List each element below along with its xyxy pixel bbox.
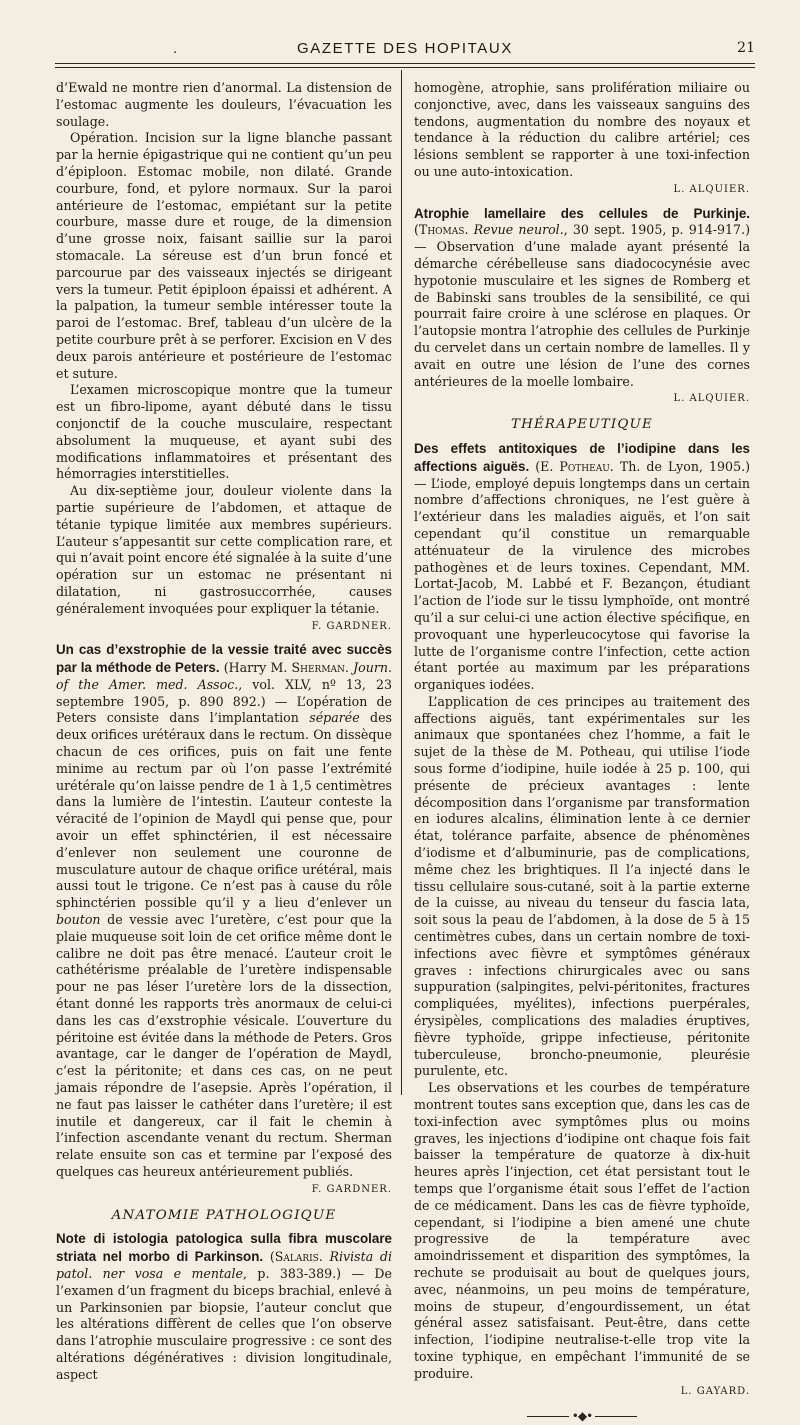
journal-name: Journ. of the Amer. med. Assoc. [56, 660, 392, 692]
article-title: Note di istologia patologica sulla fibra muscolare striata nel morbo di Parkinson. [56, 1231, 392, 1265]
article-parkinson [56, 1230, 392, 1383]
article-title: Un cas d’exstrophie de la vessie traité avec succès par la méthode de Peters. [56, 642, 392, 676]
left-column [56, 80, 392, 1384]
journal-name: Revue neurol. [473, 222, 564, 238]
journal-name: Rivista di patol. ner vosa e mentale [56, 1249, 392, 1281]
author-name: Thomas [418, 222, 465, 238]
article-reference: ( [414, 222, 419, 238]
header-dot: . [173, 42, 178, 57]
paragraph: Les observations et les courbes de température montrent toutes sans exception que, dans les cas de toxi-infection avec symptômes plus ou moins graves, les injections d’iodipine ont chaque fois fait baisser la température de quatorze à dix-huit heures après l’injection, cet état persistant tout le temps que l’organisme était sous l’effet de l’action de ce médicament. Dans les cas de fièvre typhoïde, cependant, si l’iodipine a bien amené une chute progressive de la température avec amoindrissement et disparition des symptômes, la rechute se produisait au bout de quelques jours, avec, néanmoins, un peu moins de température, moins de stupeur, d’engourdissement, un état général assez satisfaisant. Peut-être, dans cette infection, l’iodipine neutralise-t-elle trop vite la toxine typhique, en empêchant l’immunité de se produire. [414, 1080, 750, 1381]
article-signature: F. GARDNER. [311, 1183, 392, 1195]
ornament-line-right [595, 1416, 637, 1417]
journal-title: GAZETTE DES HOPITAUX [297, 40, 513, 57]
article-text: , vol. XLV, nº 13, 23 septembre 1905, p. 890 892.) — L’opération de Peters consiste dans l’implantation [56, 676, 392, 726]
article-title: Atrophie lamellaire des cellules de Purkinje. [414, 205, 750, 221]
article-reference: (E. [529, 458, 560, 474]
article-text: . Th. de Lyon, 1905.) — L’iode, employé depuis longtemps dans un certain nombre d’affections chroniques, ne l’est guère à l’extérieur dans les maladies aiguës, et l’on sait cependant qu’il constitue un remarquable atténuateur de la virulence des microbes pathogènes et de leurs toxines. Cependant, MM. Lortat-Jacob, M. Labbé et F. Bezançon, étudiant l’action de l’iode sur le tissu lymphoïde, ont montré qu’il a sur celui-ci une action élective spécifique, en provoquant une hyperleucocytose qui favorise la lutte de l’organisme contre l’infection, cette action étant portée au maximum par les préparations organiques iodées. [414, 458, 750, 693]
article-iodipine [414, 440, 750, 694]
article-text: , 30 sept. 1905, p. 914-917.) — Observation d’une malade ayant présenté la démarche cérébelleuse sans diadococynésie avec hypotonie musculaire et les signes de Romberg et de Babinski sans troubles de la sensibilité, ce qui pourrait faire croire à une sclérose en plaques. Or l’autopsie montra l’atrophie des cellules de Purkinje du cervelet dans un certain nombre de lamelles. Il y avait en outre une lésion de l’une des cornes antérieures de la moelle lombaire. [414, 222, 750, 389]
header-rule-top [55, 63, 755, 64]
paragraph: d’Ewald ne montre rien d’anormal. La distension de l’estomac augmente les douleurs, l’évacuation les soulage. [56, 80, 392, 129]
article-text: , p. 383-389.) — De l’examen d’un fragment du biceps brachial, enlevé à un Parkinsonien par biopsie, l’auteur conclut que les altérations diffèrent de celles que l’on observe dans l’atrophie musculaire progressive : ce sont des altérations dégénératives : division longitudinale, aspect [56, 1265, 392, 1382]
article-reference: (Harry M. [223, 660, 292, 676]
end-ornament [414, 1408, 750, 1425]
paragraph: Au dix-septième jour, douleur violente dans la partie supérieure de l’abdomen, et attaque de tétanie typique limitée aux membres supérieurs. L’auteur s’appesantit sur cette complication rare, et qui n’avait point encore été signalée à la suite d’une opération sur un estomac ne présentant ni dilatation, ni gastrosuccorrhée, causes généralement invoquées pour expliquer la tétanie. [56, 483, 392, 616]
article-signature: F. GARDNER. [311, 620, 392, 632]
article-purkinje [414, 205, 750, 391]
emphasis-text: séparée [309, 710, 360, 726]
author-name: Sherman [291, 660, 345, 676]
section-heading: THÉRAPEUTIQUE [510, 417, 654, 433]
article-reference: . [464, 222, 474, 238]
article-reference: . [318, 1249, 330, 1265]
article-title: Des effets antitoxiques de l’iodipine dans les affections aiguës. [414, 440, 750, 474]
article-signature: L. ALQUIER. [673, 393, 750, 405]
paragraph: homogène, atrophie, sans prolifération miliaire ou conjonctive, avec, dans les vaisseaux sanguins des tendons, augmentation du nombre des noyaux et tendance à la réduction du calibre artériel; ces lésions semblent se rapporter à une toxi-infection ou une auto-intoxication. [414, 80, 750, 179]
paragraph: L’application de ces principes au traitement des affections aiguës, tant expérimentales sur les animaux que spontanées chez l’homme, a fait le sujet de la thèse de M. Potheau, qui utilise l’iode sous forme d’iodipine, huile iodée à 25 p. 100, qui présente de précieux avantages : lente décomposition dans l’organisme par transformation en iodures alcalins, élimination lente à ce dernier état, tolérance parfaite, absence de phénomènes d’iodisme et d’albuminurie, pas de complications, même chez les brightiques. Il l’a injecté dans le tissu cellulaire sous-cutané, soit à la partie externe de la cuisse, au niveau du tenseur du fascia lata, soit sous la peau de l’abdomen, à la dose de 5 à 15 centimètres cubes, dans un certain nombre de toxi-infections avec fièvre et symptômes généraux graves : infections chirurgicales avec ou sans suppuration (salpingites, pelvi-péritonites, fractures compliquées, myélites), infections puerpérales, érysipèles, complications des maladies éruptives, fièvre typhoïde, grippe infectieuse, péritonite tuberculeuse, broncho-pneumonie, pleurésie purulente, etc. [414, 693, 750, 1079]
article-reference: ( [263, 1249, 275, 1265]
paragraph: L’examen microscopique montre que la tumeur est un fibro-lipome, ayant débuté dans le tissu conjonctif de la couche musculaire, respectant absolument la muqueuse, et ayant subi des modifications inflammatoires et présentant des hémorragies interstitielles. [56, 382, 392, 482]
page-number: 21 [737, 40, 755, 56]
right-column [414, 80, 750, 1425]
author-name: Salaris [274, 1249, 319, 1265]
article-reference: . [344, 660, 354, 676]
header-rule-bottom [55, 67, 755, 68]
section-heading: ANATOMIE PATHOLOGIQUE [111, 1207, 337, 1223]
article-exstrophie [56, 641, 392, 1181]
article-signature: L. ALQUIER. [673, 183, 750, 195]
column-divider [401, 70, 402, 1095]
ornament-glyph: •◆• [571, 1409, 593, 1424]
paragraph: Opération. Incision sur la ligne blanche passant par la hernie épigastrique qui ne contient qu’un peu d’épiploon. Estomac mobile, non dilaté. Grande courbure, fond, et pylore normaux. Sur la paroi antérieure de l’estomac, empiétant sur la petite courbure, masse dure et rouge, de la dimension d’une grosse noix, faisant saillie sur la paroi stomacale. La séreuse est d’un brun foncé et parcourue par des vaisseaux injectés se dirigeant vers la tumeur. Petit épiploon épaissi et adhérent. A la palpation, la tumeur semble intéresser toute la paroi de l’estomac. Bref, tableau d’un ulcère de la petite courbure prêt à se perforer. Excision en V des deux parois antérieure et postérieure de l’estomac et suture. [56, 130, 392, 381]
article-text: des deux orifices urétéraux dans le rectum. On dissèque chacun de ces orifices, puis on fait une fente minime au rectum par où l’on passe l’extrémité urétérale qu’on laisse pendre de 1 à 1,5 centimètres dans la lumière de l’intestin. L’auteur conteste la véracité de l’opinion de Maydl qui pense que, pour avoir un effet sphinctérien, il est nécessaire d’enlever non seulement une couronne de musculature autour de chaque orifice urétéral, mais aussi tout le trigone. Ce n’est pas à cause du rôle sphinctérien possible qu’il y a lieu d’enlever un [56, 710, 392, 911]
ornament-line-left [527, 1416, 569, 1417]
article-signature: L. GAYARD. [680, 1385, 750, 1397]
emphasis-text: bouton [56, 912, 101, 928]
article-text: de vessie avec l’uretère, c’est pour que la plaie muqueuse soit loin de cet orifice même dont le calibre ne doit pas être menacé. L’auteur croit le cathétérisme préalable de l’uretère indispensable pour ne pas léser l’uretère lors de la dissection, étant donné les rapports très anormaux de celui-ci dans les cas d’exstrophie vésicale. L’ouverture du péritoine est évitée dans la méthode de Peters. Gros avantage, car le danger de l’opération de Maydl, c’est la péritonite; et dans ces cas, on ne peut jamais répondre de l’asepsie. Après l’opération, il ne faut pas laisser le cathéter dans l’uretère; il est inutile et dangereux, car il fait le chemin à l’infection ascendante venant du rectum. Sherman relate ensuite son cas et termine par l’exposé des quelques cas heureux antérieurement publiés. [56, 912, 392, 1179]
author-name: Potheau [559, 458, 610, 474]
page-header [55, 38, 755, 60]
